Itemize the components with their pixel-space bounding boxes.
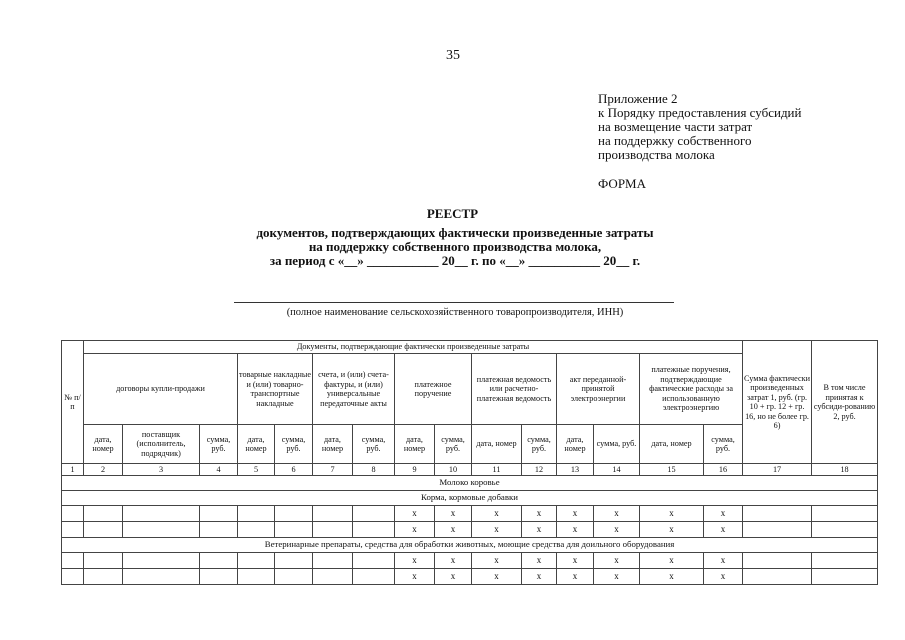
column-number: 9 (395, 464, 435, 476)
x-mark: x (594, 506, 640, 522)
x-mark: x (594, 569, 640, 585)
x-mark: x (640, 569, 704, 585)
annex-block (598, 92, 868, 162)
page-number: 35 (446, 48, 460, 63)
x-mark: x (522, 569, 557, 585)
x-mark: x (522, 506, 557, 522)
section-row (62, 476, 878, 491)
x-mark: x (472, 553, 522, 569)
x-mark: x (395, 522, 435, 538)
header-invoices: счета, и (или) счета-фактуры, и (или) универсальные передаточные акты (313, 354, 395, 425)
x-mark: x (435, 569, 472, 585)
annex-line: на поддержку собственного (598, 133, 752, 148)
header-date-number: дата, номер (84, 425, 123, 464)
x-mark: x (472, 569, 522, 585)
x-mark: x (640, 553, 704, 569)
subtitle-line: документов, подтверждающих фактически произведенные затраты (256, 225, 654, 240)
x-mark: x (704, 553, 743, 569)
x-mark: x (594, 522, 640, 538)
x-mark: x (395, 553, 435, 569)
column-number: 18 (812, 464, 878, 476)
column-number: 15 (640, 464, 704, 476)
column-number: 4 (200, 464, 238, 476)
header-sum: сумма, руб. (353, 425, 395, 464)
x-mark: x (472, 522, 522, 538)
column-number: 3 (123, 464, 200, 476)
column-number: 11 (472, 464, 522, 476)
column-number: 2 (84, 464, 123, 476)
header-energy-payments: платежные поручения, подтверждающие фактические расходы за использованную электроэнергию (640, 354, 743, 425)
section-milk: Молоко коровье (62, 476, 878, 491)
x-mark: x (704, 522, 743, 538)
header-supplier: поставщик (исполнитель, подрядчик) (123, 425, 200, 464)
header-date-number: дата, номер (472, 425, 522, 464)
x-mark: x (557, 569, 594, 585)
header-payment-order: платежное поручение (395, 354, 472, 425)
x-mark: x (472, 506, 522, 522)
x-mark: x (640, 522, 704, 538)
header-sum: сумма, руб. (200, 425, 238, 464)
header-energy-act: акт переданной-принятой электроэнергии (557, 354, 640, 425)
column-number: 8 (353, 464, 395, 476)
x-mark: x (704, 506, 743, 522)
table-row (62, 506, 878, 522)
document-subtitle (150, 226, 760, 268)
column-number: 7 (313, 464, 353, 476)
annex-line: на возмещение части затрат (598, 119, 753, 134)
document-title: РЕЕСТР (426, 206, 479, 221)
x-mark: x (557, 506, 594, 522)
x-mark: x (395, 569, 435, 585)
header-date-number: дата, номер (238, 425, 275, 464)
x-mark: x (522, 553, 557, 569)
table-row (62, 569, 878, 585)
header-date-number: дата, номер (640, 425, 704, 464)
x-mark: x (594, 553, 640, 569)
header-date-number: дата, номер (395, 425, 435, 464)
period-line: за период с «__» ___________ 20__ г. по «__» ___________ 20__ г. (269, 253, 641, 268)
header-sum: сумма, руб. (435, 425, 472, 464)
header-sum: сумма, руб. (704, 425, 743, 464)
x-mark: x (557, 522, 594, 538)
header-number: № п/п (62, 341, 84, 464)
section-row (62, 491, 878, 506)
x-mark: x (435, 553, 472, 569)
table-row (62, 553, 878, 569)
column-number: 5 (238, 464, 275, 476)
header-contracts: договоры купли-продажи (84, 354, 238, 425)
header-docs-group: Документы, подтверждающие фактически произведенные затраты (84, 341, 743, 354)
x-mark: x (395, 506, 435, 522)
x-mark: x (435, 506, 472, 522)
header-sum: сумма, руб. (522, 425, 557, 464)
registry-table (61, 340, 878, 585)
column-number: 1 (62, 464, 84, 476)
x-mark: x (435, 522, 472, 538)
column-number: 17 (743, 464, 812, 476)
column-number: 13 (557, 464, 594, 476)
subtitle-line: на поддержку собственного производства молока, (308, 239, 602, 254)
header-payment-statement: платежная ведомость или расчетно-платежная ведомость (472, 354, 557, 425)
annex-line: производства молока (598, 147, 715, 162)
header-waybills: товарные накладные и (или) товарно-транспортные накладные (238, 354, 313, 425)
section-vet: Ветеринарные препараты, средства для обработки животных, моющие средства для доильного оборудования (62, 538, 878, 553)
header-sum: сумма, руб. (594, 425, 640, 464)
section-row (62, 538, 878, 553)
x-mark: x (522, 522, 557, 538)
form-label: ФОРМА (598, 176, 646, 191)
column-number: 12 (522, 464, 557, 476)
annex-line: к Порядку предоставления субсидий (598, 105, 802, 120)
column-number: 6 (275, 464, 313, 476)
column-number: 16 (704, 464, 743, 476)
header-sum: сумма, руб. (275, 425, 313, 464)
header-subsidy: В том числе принятая к субсиди-рованию 2, руб. (812, 341, 878, 464)
column-number-row (62, 464, 878, 476)
header-total-costs: Сумма фактически произведенных затрат 1, руб. (гр. 10 + гр. 12 + гр. 16, но не более гр. 6) (743, 341, 812, 464)
annex-line: Приложение 2 (598, 91, 678, 106)
producer-caption: (полное наименование сельскохозяйственного товаропроизводителя, ИНН) (286, 307, 624, 318)
section-feed: Корма, кормовые добавки (62, 491, 878, 506)
x-mark: x (557, 553, 594, 569)
header-date-number: дата, номер (313, 425, 353, 464)
column-number: 10 (435, 464, 472, 476)
column-number: 14 (594, 464, 640, 476)
producer-fill-line (234, 302, 674, 303)
table-row (62, 522, 878, 538)
header-date-number: дата, номер (557, 425, 594, 464)
x-mark: x (640, 506, 704, 522)
x-mark: x (704, 569, 743, 585)
